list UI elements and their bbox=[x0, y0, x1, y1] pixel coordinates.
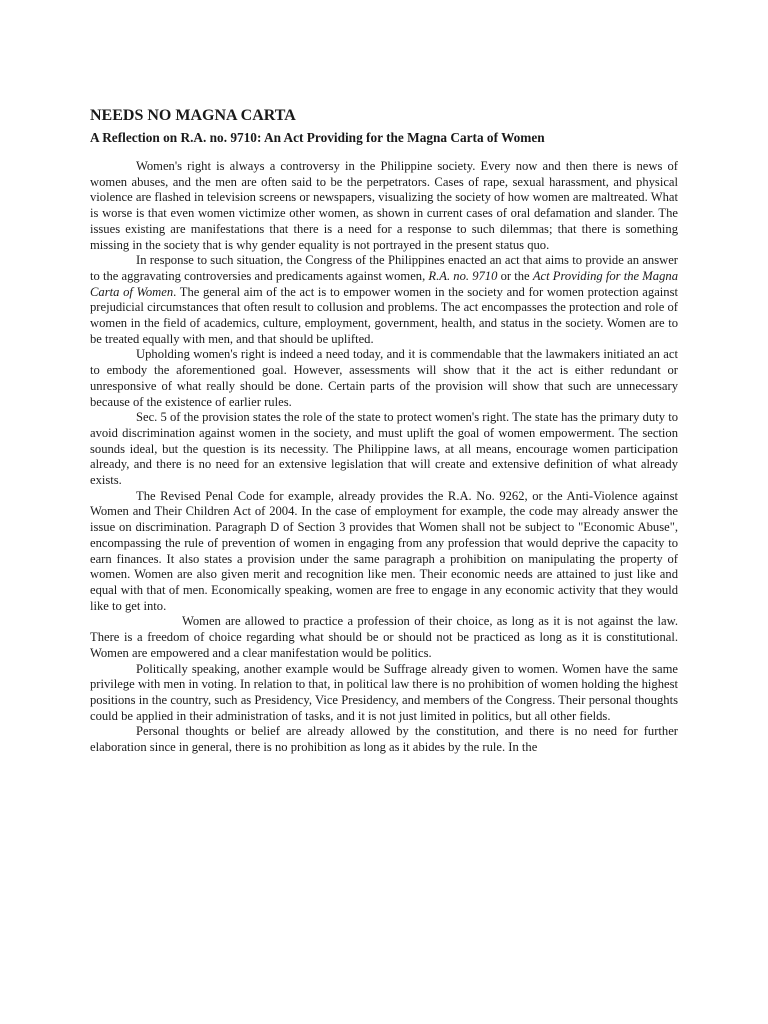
document-page bbox=[90, 106, 678, 756]
paragraph-2 bbox=[90, 253, 678, 347]
paragraph-2-part-2: or the bbox=[497, 268, 533, 283]
document-body bbox=[90, 159, 678, 756]
paragraph-8: Personal thoughts or belief are already allowed by the constitution, and there is no need for further elaboration since in general, there is no prohibition as long as it abides by the rule. In the bbox=[90, 724, 678, 755]
paragraph-2-part-1: In response to such situation, the Congress of the Philippines enacted an act that aims to provide an answer to the aggravating controversies and predicaments against women, bbox=[90, 253, 678, 283]
document-subtitle: A Reflection on R.A. no. 9710: An Act Providing for the Magna Carta of Women bbox=[90, 130, 545, 145]
paragraph-1: Women's right is always a controversy in the Philippine society. Every now and then there is news of women abuses, and the men are often said to be the perpetrators. Cases of rape, sexual harassment, and physical violence are flashed in television screens or newspapers, visualizing the society of how women are maltreated. What is worse is that even women victimize other women, as shown in current cases of oral defamation and slander. The issues existing are manifestations that there is a need for a response to such dilemmas; that there is something missing in the society that is why gender equality is not portrayed in the present status quo. bbox=[90, 159, 678, 252]
paragraph-3: Upholding women's right is indeed a need today, and it is commendable that the lawmakers initiated an act to embody the aforementioned goal. However, assessments will show that it the act is either redundant or unresponsive of what really should be done. Certain parts of the provision will show that such are unnecessary because of the existence of earlier rules. bbox=[90, 347, 678, 409]
paragraph-2-act-name: Act Providing for the Magna Carta of Women bbox=[90, 268, 678, 299]
paragraph-6: Women are allowed to practice a profession of their choice, as long as it is not against the law. There is a freedom of choice regarding what should be or should not be practiced as long as it is constitutional. Women are empowered and a clear manifestation would be politics. bbox=[90, 614, 678, 660]
paragraph-7: Politically speaking, another example would be Suffrage already given to women. Women have the same privilege with men in voting. In relation to that, in political law there is no prohibition of women holding the highest positions in the country, such as Presidency, Vice Presidency, and members of the Congress. Their personal thoughts could be applied in their administration of tasks, and it is not just limited in politics, but all other fields. bbox=[90, 661, 678, 723]
paragraph-2-part-3: . The general aim of the act is to empower women in the society and for women protection against prejudicial circumstances that often result to collusion and problems. The act encompasses the protection and role of women in the field of academics, culture, employment, government, health, and status in the society. Women are to be treated equally with men, and that should be uplifted. bbox=[90, 284, 678, 346]
paragraph-2-act-number: R.A. no. 9710 bbox=[428, 268, 498, 283]
paragraph-5: The Revised Penal Code for example, already provides the R.A. No. 9262, or the Anti-Violence against Women and Their Children Act of 2004. In the case of employment for example, the code may already answer the issue on discrimination. Paragraph D of Section 3 provides that Women shall not be subject to "Economic Abuse", encompassing the rule of prevention of women in engaging from any profession that would deprive the capacity to earn finances. It also states a provision under the same paragraph a prohibition on manipulating the property of women. Women are also given merit and recognition like men. Their economic needs are attained to just like and equal with that of men. Economically speaking, women are free to engage in any economic activity that they would like to get into. bbox=[90, 488, 678, 613]
document-title: NEEDS NO MAGNA CARTA bbox=[90, 107, 296, 124]
paragraph-4: Sec. 5 of the provision states the role of the state to protect women's right. The state has the primary duty to avoid discrimination against women in the society, and must uplift the goal of women empowerment. The section sounds ideal, but the question is its necessity. The Philippine laws, at all means, encourage women participation already, and there is no need for an extensive legislation that will create and extensive definition of what already exists. bbox=[90, 410, 678, 488]
